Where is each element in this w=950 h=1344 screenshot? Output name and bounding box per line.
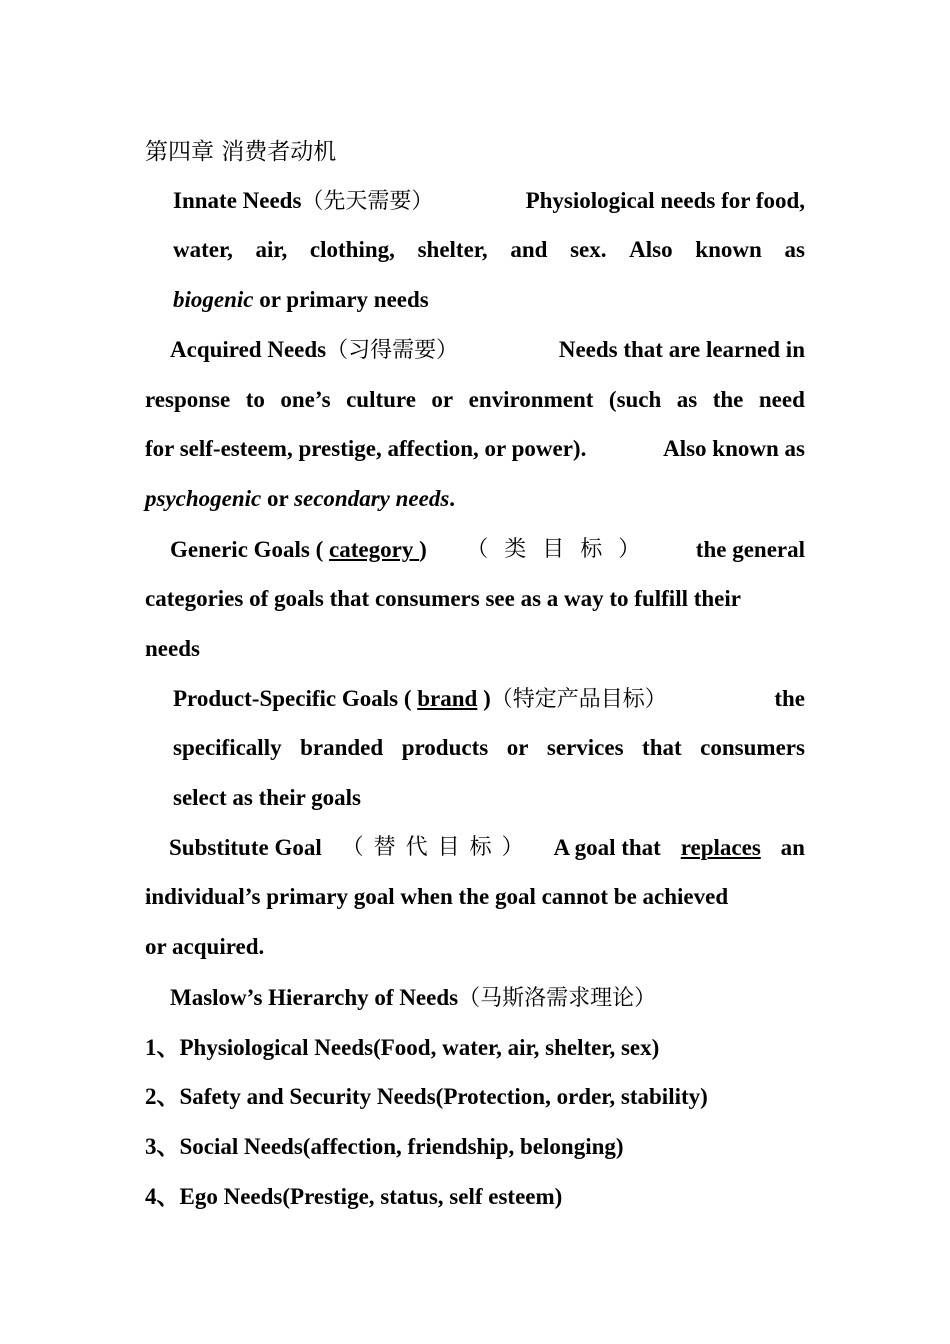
acquired-needs-line-4 <box>145 485 455 513</box>
acquired-def-3b: Also known as <box>663 436 805 461</box>
word: environment <box>468 387 594 412</box>
generic-goals-line-3: needs <box>145 636 200 661</box>
innate-needs-line-2 <box>173 236 805 264</box>
substitute-goal-line-2: individual’s primary goal when the goal cannot be achieved <box>145 884 729 909</box>
maslow-heading <box>170 984 656 1013</box>
word: clothing, <box>309 237 395 262</box>
substitute-term: Substitute Goal <box>169 835 322 860</box>
maslow-title: Maslow’s Hierarchy of Needs <box>170 985 459 1010</box>
word: or <box>506 735 529 760</box>
brand-link: brand <box>417 686 478 711</box>
substitute-cn: （替代目标） <box>341 835 534 860</box>
word: products <box>401 735 489 760</box>
innate-term: Innate Needs <box>173 188 302 213</box>
word: sex. <box>570 237 607 262</box>
innate-def-1: Physiological needs for food, <box>525 188 805 213</box>
word: or <box>431 387 454 412</box>
word: consumers <box>700 735 805 760</box>
word: that <box>642 735 682 760</box>
acquired-term: Acquired Needs <box>170 337 327 362</box>
word: branded <box>300 735 384 760</box>
acquired-cn: （习得需要） <box>326 338 459 363</box>
word: services <box>546 735 624 760</box>
acquired-def-1: Needs that are learned in <box>558 337 805 362</box>
maslow-item-3: 3、Social Needs(affection, friendship, belonging) <box>145 1134 624 1159</box>
word: culture <box>346 387 416 412</box>
word: shelter, <box>417 237 488 262</box>
word: one’s <box>280 387 331 412</box>
substitute-goal-line-1 <box>169 834 805 862</box>
maslow-item-1: 1、Physiological Needs(Food, water, air, shelter, sex) <box>145 1035 660 1060</box>
maslow-cn: （马斯洛需求理论） <box>458 986 657 1011</box>
word: as <box>784 237 805 262</box>
or-text: or <box>261 486 295 511</box>
innate-needs-line-1 <box>173 187 805 216</box>
acquired-needs-line-1 <box>170 336 805 365</box>
period: . <box>449 486 456 511</box>
word: water, <box>173 237 233 262</box>
substitute-goal-line-3: or acquired. <box>145 934 265 959</box>
product-goals-line-3: select as their goals <box>173 785 362 810</box>
acquired-def-3a: for self-esteem, prestige, affection, or power). <box>145 436 587 461</box>
generic-def-1: the general <box>695 537 805 562</box>
word: air, <box>255 237 288 262</box>
generic-cn: （类目标） <box>466 537 657 562</box>
close-paren: ) <box>419 537 427 562</box>
substitute-def-1b: an <box>780 835 805 860</box>
psychogenic-term: psychogenic <box>145 486 262 511</box>
close-paren: ) <box>483 686 491 711</box>
innate-cn: （先天需要） <box>301 189 434 214</box>
replaces-link: replaces <box>680 835 761 860</box>
innate-needs-line-3 <box>173 286 429 314</box>
chapter-title: 第四章 消费者动机 <box>145 139 337 165</box>
word: specifically <box>173 735 282 760</box>
generic-term: Generic Goals ( <box>170 537 324 562</box>
word: known <box>695 237 762 262</box>
word: as <box>676 387 698 412</box>
product-term: Product-Specific Goals ( <box>173 686 412 711</box>
word: need <box>758 387 805 412</box>
maslow-item-4: 4、Ego Needs(Prestige, status, self esteem) <box>145 1184 563 1209</box>
acquired-needs-line-3 <box>145 435 805 463</box>
word: (such <box>608 387 662 412</box>
word: the <box>712 387 744 412</box>
biogenic-term: biogenic <box>173 287 254 312</box>
innate-def-3: or primary needs <box>253 287 429 312</box>
maslow-item-2: 2、Safety and Security Needs(Protection, order, stability) <box>145 1084 708 1109</box>
acquired-needs-line-2 <box>145 386 805 414</box>
word: response <box>145 387 231 412</box>
word: to <box>245 387 265 412</box>
generic-goals-line-1 <box>170 536 805 564</box>
category-link: category <box>329 537 414 562</box>
product-goals-line-2 <box>173 734 805 762</box>
product-cn: （特定产品目标） <box>490 687 667 712</box>
generic-goals-line-2: categories of goals that consumers see as a way to fulfill their <box>145 586 741 611</box>
product-def-1: the <box>774 686 805 711</box>
secondary-needs-term: secondary needs <box>294 486 450 511</box>
word: Also <box>629 237 673 262</box>
substitute-def-1a: A goal that <box>553 835 661 860</box>
product-goals-line-1 <box>173 685 805 714</box>
word: and <box>510 237 548 262</box>
